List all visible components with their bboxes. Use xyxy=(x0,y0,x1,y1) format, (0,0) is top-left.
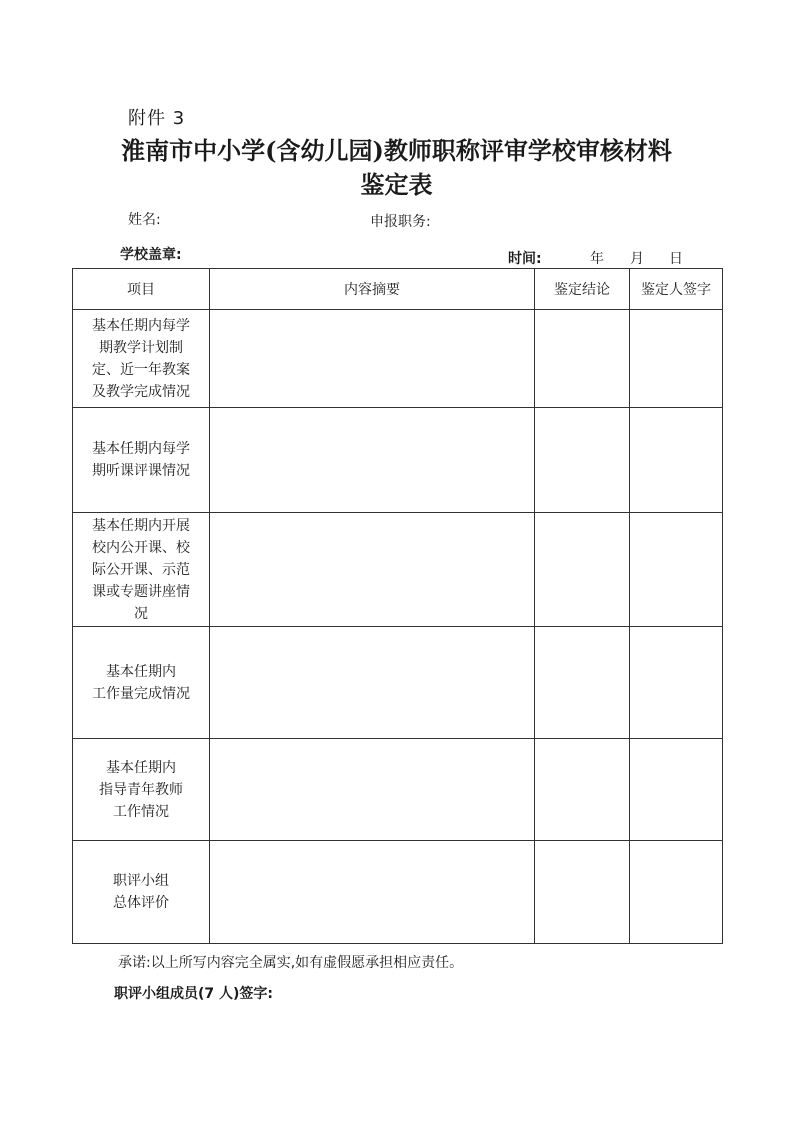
item-line: 期教学计划制 xyxy=(99,339,183,356)
item-line: 基本任期内 xyxy=(106,663,176,680)
table-row xyxy=(73,739,723,841)
summary-cell[interactable] xyxy=(210,739,535,841)
row-item-label xyxy=(73,513,210,627)
item-line: 定、近一年教案 xyxy=(92,361,190,378)
item-line: 基本任期内每学 xyxy=(92,317,190,334)
summary-cell[interactable] xyxy=(210,627,535,739)
row-item-label xyxy=(73,408,210,513)
item-line: 工作情况 xyxy=(113,803,169,820)
item-line: 校内公开课、校 xyxy=(92,539,190,556)
signature-cell[interactable] xyxy=(630,739,723,841)
item-line: 期听课评课情况 xyxy=(92,463,190,479)
conclusion-cell[interactable] xyxy=(535,627,630,739)
summary-cell[interactable] xyxy=(210,310,535,408)
school-stamp-label: 学校盖章: xyxy=(120,247,182,263)
signature-cell[interactable] xyxy=(630,310,723,408)
date-day: 日 xyxy=(669,251,683,267)
page-title: 淮南市中小学(含幼儿园)教师职称评审学校审核材料 xyxy=(121,136,672,165)
date-month: 月 xyxy=(630,251,644,267)
summary-cell[interactable] xyxy=(210,841,535,944)
table-row xyxy=(73,627,723,739)
time-field-label: 时间: xyxy=(508,251,542,267)
appraisal-table xyxy=(72,268,723,944)
header-conclusion: 鉴定结论 xyxy=(535,269,630,310)
conclusion-cell[interactable] xyxy=(535,310,630,408)
signature-cell[interactable] xyxy=(630,627,723,739)
row-item-label xyxy=(73,739,210,841)
header-item: 项目 xyxy=(73,269,210,310)
item-line: 工作量完成情况 xyxy=(92,685,190,702)
signature-cell[interactable] xyxy=(630,841,723,944)
attachment-label: 附件 3 xyxy=(128,108,186,129)
conclusion-cell[interactable] xyxy=(535,408,630,513)
item-line: 基本任期内 xyxy=(106,759,176,776)
row-item-label xyxy=(73,627,210,739)
header-summary: 内容摘要 xyxy=(210,269,535,310)
row-item-label xyxy=(73,310,210,408)
conclusion-cell[interactable] xyxy=(535,739,630,841)
item-line: 总体评价 xyxy=(113,895,169,911)
item-line: 基本任期内开展 xyxy=(92,517,190,534)
item-line: 际公开课、示范 xyxy=(92,561,190,578)
signature-cell[interactable] xyxy=(630,513,723,627)
duty-field-label: 申报职务: xyxy=(370,214,431,230)
item-line: 指导青年教师 xyxy=(99,781,183,798)
item-line: 况 xyxy=(134,605,148,622)
conclusion-cell[interactable] xyxy=(535,513,630,627)
summary-cell[interactable] xyxy=(210,408,535,513)
table-row xyxy=(73,841,723,944)
item-line: 课或专题讲座情 xyxy=(92,583,190,600)
committee-signature-label: 职评小组成员(7 人)签字: xyxy=(114,986,274,1002)
date-year: 年 xyxy=(590,251,604,267)
conclusion-cell[interactable] xyxy=(535,841,630,944)
row-item-label xyxy=(73,841,210,944)
item-line: 职评小组 xyxy=(113,873,169,889)
table-header-row xyxy=(73,269,723,310)
commitment-statement: 承诺:以上所写内容完全属实,如有虚假愿承担相应责任。 xyxy=(118,955,464,971)
table-row xyxy=(73,513,723,627)
item-line: 基本任期内每学 xyxy=(92,441,190,457)
summary-cell[interactable] xyxy=(210,513,535,627)
header-signature: 鉴定人签字 xyxy=(630,269,723,310)
table-row xyxy=(73,408,723,513)
table-row xyxy=(73,310,723,408)
name-field-label: 姓名: xyxy=(128,212,161,228)
item-line: 及教学完成情况 xyxy=(92,383,190,400)
signature-cell[interactable] xyxy=(630,408,723,513)
page-subtitle: 鉴定表 xyxy=(360,170,433,199)
